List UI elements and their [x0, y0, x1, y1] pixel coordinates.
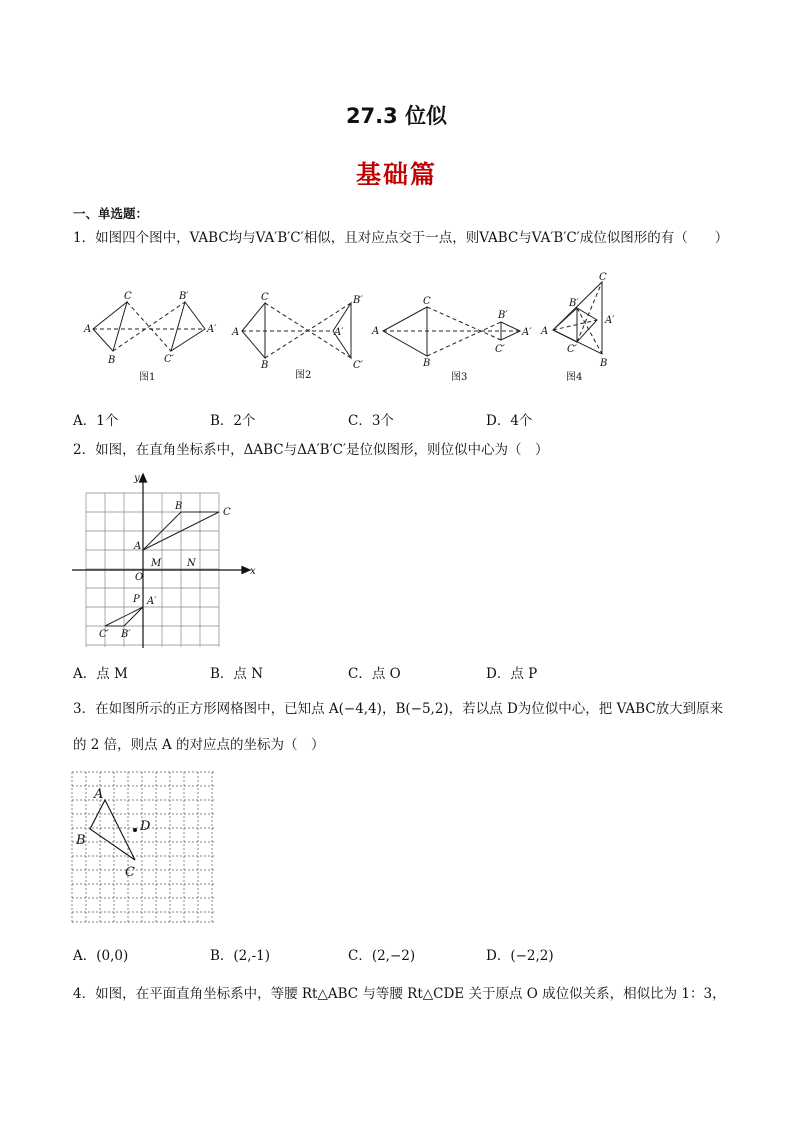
svg-text:y: y — [134, 473, 140, 484]
fig1-label-c1: C′ — [164, 354, 174, 365]
svg-text:C: C — [125, 865, 135, 880]
q3-option-d[interactable]: D．(−2,2) — [486, 948, 554, 964]
svg-text:A: A — [232, 327, 240, 338]
q3-option-a[interactable]: A．(0,0) — [73, 948, 129, 964]
svg-text:C: C — [223, 507, 231, 518]
svg-text:C: C — [423, 296, 431, 307]
fig1-caption: 图1 — [139, 372, 156, 383]
svg-text:A′: A′ — [605, 315, 615, 326]
svg-text:C: C — [261, 292, 269, 303]
svg-text:C′: C′ — [353, 360, 363, 371]
svg-text:B: B — [261, 360, 269, 371]
q1-option-d[interactable]: D．4个 — [486, 413, 533, 429]
point-d — [133, 828, 137, 832]
svg-text:A: A — [541, 326, 549, 337]
svg-text:A′: A′ — [522, 327, 532, 338]
section-heading: 一、单选题： — [73, 206, 149, 221]
svg-text:C: C — [599, 272, 607, 283]
q3-option-b[interactable]: B．(2,-1) — [210, 948, 270, 964]
question-3-dotted-grid — [70, 770, 220, 926]
svg-text:B′: B′ — [121, 629, 131, 640]
svg-text:D: D — [140, 819, 151, 834]
fig1-label-a: A — [84, 324, 92, 335]
svg-text:A′: A′ — [147, 596, 157, 607]
fig1-label-b1: B′ — [179, 291, 189, 302]
fig2-caption: 图2 — [295, 370, 312, 381]
svg-text:N: N — [187, 558, 196, 569]
fig4-caption: 图4 — [566, 372, 583, 383]
q2-option-c[interactable]: C．点 O — [348, 666, 401, 682]
svg-text:x: x — [250, 566, 256, 577]
svg-text:B: B — [76, 833, 86, 848]
svg-text:B′: B′ — [569, 298, 579, 309]
q1-option-b[interactable]: B．2个 — [210, 413, 256, 429]
q1-option-c[interactable]: C．3个 — [348, 413, 394, 429]
question-1-text: 1．如图四个图中，VABC均与VA′B′C′相似，且对应点交于一点，则VABC与VA′B′C′成位似图形的有（ ） — [73, 230, 729, 246]
svg-text:M: M — [151, 558, 162, 569]
question-2-text: 2．如图，在直角坐标系中，ΔABC与ΔA′B′C′是位似图形，则位似中心为（ ） — [73, 442, 549, 458]
question-4-text: 4．如图，在平面直角坐标系中，等腰 Rt△ABC 与等腰 Rt△CDE 关于原点 O 成位似关系，相似比为 1：3， — [73, 986, 726, 1002]
svg-text:P: P — [133, 594, 140, 605]
fig1-label-b: B — [108, 355, 116, 366]
svg-text:C′: C′ — [99, 629, 109, 640]
svg-text:B′: B′ — [498, 310, 508, 321]
page-title: 27.3 位似 — [345, 104, 448, 128]
svg-text:B: B — [175, 501, 183, 512]
question-2-coordinate-grid — [70, 468, 265, 650]
fig1-label-a1: A′ — [207, 324, 217, 335]
svg-text:A: A — [372, 326, 380, 337]
question-1-figures — [75, 272, 635, 387]
fig1-label-c: C — [124, 291, 132, 302]
svg-text:C′: C′ — [567, 344, 577, 355]
svg-text:B: B — [600, 358, 608, 369]
fig1-triangle-abc — [93, 302, 127, 351]
q3-option-c[interactable]: C．(2,−2) — [348, 948, 416, 964]
q2-option-d[interactable]: D．点 P — [486, 666, 538, 682]
page-subtitle: 基础篇 — [355, 160, 437, 189]
svg-text:B′: B′ — [353, 295, 363, 306]
svg-text:C′: C′ — [495, 344, 505, 355]
fig3-caption: 图3 — [451, 372, 468, 383]
q2-option-a[interactable]: A．点 M — [73, 666, 128, 682]
question-3-text-line1: 3．在如图所示的正方形网格图中，已知点 A(−4,4)，B(−5,2)，若以点 D为位似中心，把 VABC放大到原来 — [73, 701, 724, 717]
svg-text:A′: A′ — [334, 327, 344, 338]
svg-text:B: B — [423, 358, 431, 369]
svg-text:A: A — [134, 541, 142, 552]
svg-text:A: A — [94, 787, 104, 802]
question-3-text-line2: 的 2 倍，则点 A 的对应点的坐标为（ ） — [73, 737, 325, 753]
q1-option-a[interactable]: A．1个 — [73, 413, 119, 429]
q2-option-b[interactable]: B．点 N — [210, 666, 264, 682]
fig1-triangle-a1b1c1 — [171, 302, 205, 351]
svg-text:O: O — [135, 572, 144, 583]
